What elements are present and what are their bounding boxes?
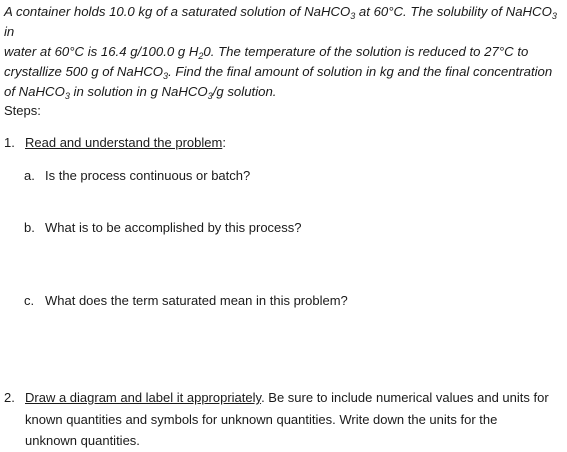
step-title: Read and understand the problem bbox=[25, 135, 223, 150]
subscript: 3 bbox=[64, 91, 70, 101]
problem-line-3 bbox=[4, 62, 564, 82]
problem-text: /g solution. bbox=[212, 84, 277, 99]
step-2-line-2: known quantities and symbols for unknown quantities. Write down the units for the bbox=[25, 411, 498, 427]
item-text: What is to be accomplished by this process? bbox=[45, 220, 302, 235]
step-1 bbox=[4, 132, 564, 153]
step-2 bbox=[4, 387, 564, 452]
item-text: What does the term saturated mean in this problem? bbox=[45, 293, 348, 308]
steps-heading: Steps: bbox=[4, 103, 41, 118]
subscript: 3 bbox=[350, 11, 356, 21]
step-number: 2. bbox=[4, 390, 15, 405]
item-letter: b. bbox=[24, 220, 35, 235]
problem-line-4 bbox=[4, 82, 564, 102]
step-1-item-a bbox=[24, 166, 250, 186]
step-1-item-b bbox=[24, 218, 302, 238]
problem-text: of NaHCO bbox=[4, 84, 65, 99]
problem-text: . Find the final amount of solution in kg and the final concentration bbox=[168, 64, 553, 79]
problem-line-2 bbox=[4, 42, 564, 62]
step-title: Draw a diagram and label it appropriately bbox=[25, 390, 262, 405]
problem-text: water at 60°C is 16.4 g/100.0 g H bbox=[4, 44, 199, 59]
problem-text: in bbox=[4, 24, 15, 39]
problem-statement bbox=[4, 2, 564, 102]
step-1-item-c bbox=[24, 291, 348, 311]
problem-text: in solution in g NaHCO bbox=[69, 84, 208, 99]
problem-text: at 60°C. The solubility of NaHCO bbox=[355, 4, 552, 19]
problem-text: 0. The temperature of the solution is reduced to 27°C to bbox=[203, 44, 529, 59]
problem-line-1 bbox=[4, 2, 564, 42]
problem-text: A container holds 10.0 kg of a saturated solution of NaHCO bbox=[4, 4, 351, 19]
subscript: 2 bbox=[198, 51, 204, 61]
step-2-line-3: unknown quantities. bbox=[25, 433, 140, 448]
step-text: . Be sure to include numerical values and units for bbox=[261, 390, 549, 405]
step-number: 1. bbox=[4, 135, 15, 150]
item-letter: a. bbox=[24, 168, 35, 183]
step-2-line-1 bbox=[4, 387, 564, 409]
item-letter: c. bbox=[24, 293, 35, 308]
subscript: 3 bbox=[163, 71, 169, 81]
subscript: 3 bbox=[207, 91, 213, 101]
item-text: Is the process continuous or batch? bbox=[45, 168, 251, 183]
subscript: 3 bbox=[551, 11, 557, 21]
step-title-suffix: : bbox=[222, 135, 226, 150]
problem-text: crystallize 500 g of NaHCO bbox=[4, 64, 164, 79]
